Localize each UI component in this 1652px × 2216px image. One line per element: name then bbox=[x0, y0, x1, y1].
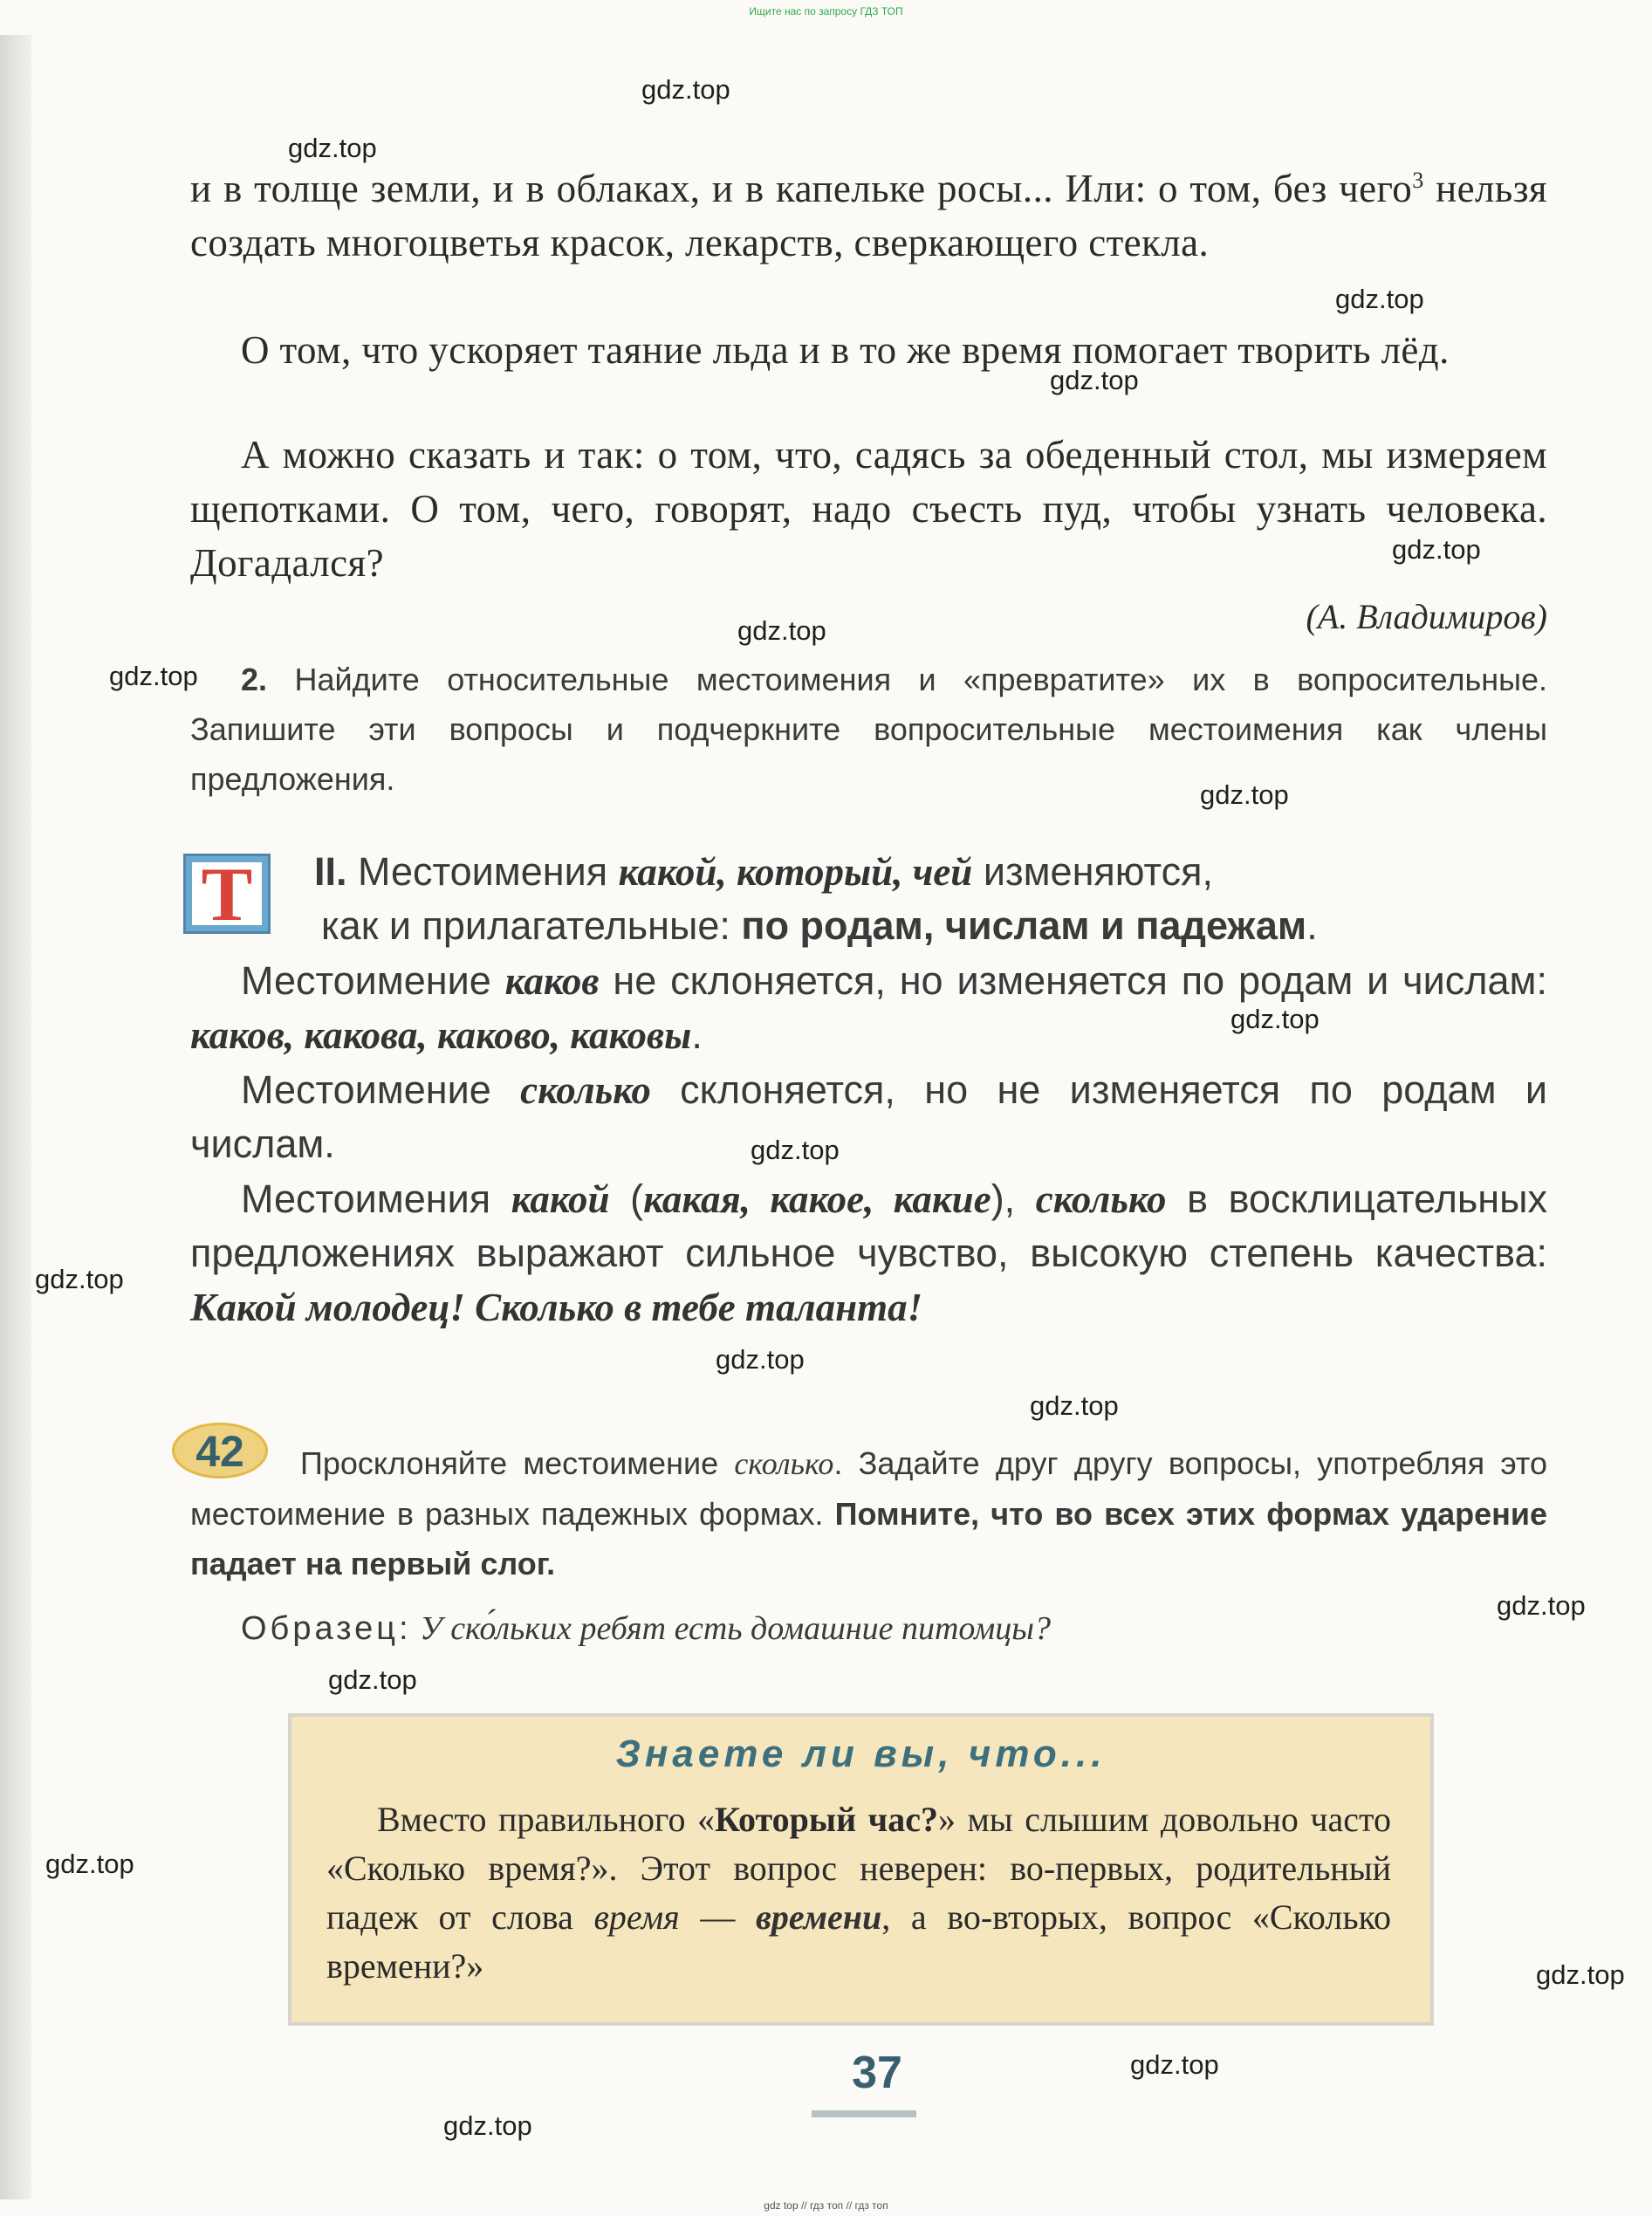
watermark: gdz.top bbox=[641, 74, 730, 105]
watermark: gdz.top bbox=[1392, 534, 1481, 565]
watermark: gdz.top bbox=[109, 661, 198, 691]
task-2: 2. Найдите относительные местоимения и «превратите» их в вопросительные. Запишите эти вопросы и подчеркните вопросительные местоимения как члены предложения. bbox=[190, 662, 1547, 797]
watermark: gdz.top bbox=[328, 1664, 417, 1695]
watermark: gdz.top bbox=[45, 1849, 134, 1879]
theory-line-1: II. Местоимения какой, который, чей изменяются, bbox=[314, 849, 1214, 894]
watermark: gdz.top bbox=[1030, 1390, 1119, 1421]
theory-icon: Т bbox=[183, 854, 271, 934]
exercise-42-text: Просклоняйте местоимение сколько. Задайте друг другу вопросы, употребляя это местоимение в разных падежных формах. Помните, что во всех этих формах ударение падает на первый слог. bbox=[190, 1445, 1548, 1581]
bottom-banner: gdz top // гдз топ // гдз топ bbox=[764, 2199, 888, 2212]
watermark: gdz.top bbox=[737, 615, 826, 646]
watermark: gdz.top bbox=[1230, 1004, 1320, 1034]
top-banner: Ищите нас по запросу ГДЗ ТОП bbox=[749, 5, 903, 17]
watermark: gdz.top bbox=[751, 1135, 840, 1165]
author-attribution: (А. Владимиров) bbox=[1306, 597, 1547, 636]
paragraph-2: О том, что ускоряет таяние льда и в то же время помогает творить лёд. bbox=[241, 328, 1450, 372]
watermark: gdz.top bbox=[1130, 2049, 1219, 2080]
did-you-know-box bbox=[288, 1713, 1434, 2026]
watermark: gdz.top bbox=[1335, 284, 1424, 314]
page-binding-shadow bbox=[0, 35, 31, 2199]
watermark: gdz.top bbox=[1497, 1590, 1586, 1621]
did-you-know-title: Знаете ли вы, что... bbox=[615, 1732, 1107, 1775]
watermark: gdz.top bbox=[1536, 1959, 1625, 1990]
page-number-underline bbox=[812, 2110, 916, 2117]
paragraph-3: А можно сказать и так: о том, что, садясь за обеденный стол, мы измеряем щепотками. О том, чего, говорят, надо съесть пуд, чтобы узнать человека. Догадался? bbox=[190, 433, 1547, 585]
watermark: gdz.top bbox=[1200, 779, 1289, 810]
theory-paragraph-kakov: Местоимение каков не склоняется, но изменяется по родам и числам: каков, какова, каково, каковы. bbox=[190, 958, 1547, 1057]
did-you-know-text: Вместо правильного «Который час?» мы слышим довольно часто «Сколько время?». Этот вопрос неверен: во-первых, родительный падеж от слова время — времени, а во-вторых, вопрос «Сколько времени?» bbox=[326, 1800, 1392, 1986]
watermark: gdz.top bbox=[1050, 365, 1139, 395]
watermark: gdz.top bbox=[35, 1264, 124, 1294]
watermark: gdz.top bbox=[716, 1344, 805, 1375]
watermark: gdz.top bbox=[443, 2110, 532, 2141]
exercise-number-badge: 42 bbox=[172, 1423, 268, 1478]
theory-paragraph-skolko: Местоимение сколько склоняется, но не изменяется по родам и числам. bbox=[190, 1067, 1547, 1166]
theory-line-2: как и прилагательные: по родам, числам и падежам. bbox=[321, 903, 1318, 948]
paragraph-1: и в толще земли, и в облаках, и в капельке росы... Или: о том, без чего$^3$ нельзя создать многоцветья красок, лекарств, сверкающего стекла. bbox=[190, 167, 1547, 264]
page-number: 37 bbox=[852, 2048, 902, 2098]
watermark: gdz.top bbox=[288, 133, 377, 163]
theory-paragraph-exclamations: Местоимения какой (какая, какое, какие), сколько в восклицательных предложениях выражают сильное чувство, высокую степень качества: Какой молодец! Сколько в тебе таланта! bbox=[190, 1177, 1547, 1329]
exercise-42-sample: Образец: У ско́льких ребят есть домашние питомцы? bbox=[241, 1610, 1051, 1647]
